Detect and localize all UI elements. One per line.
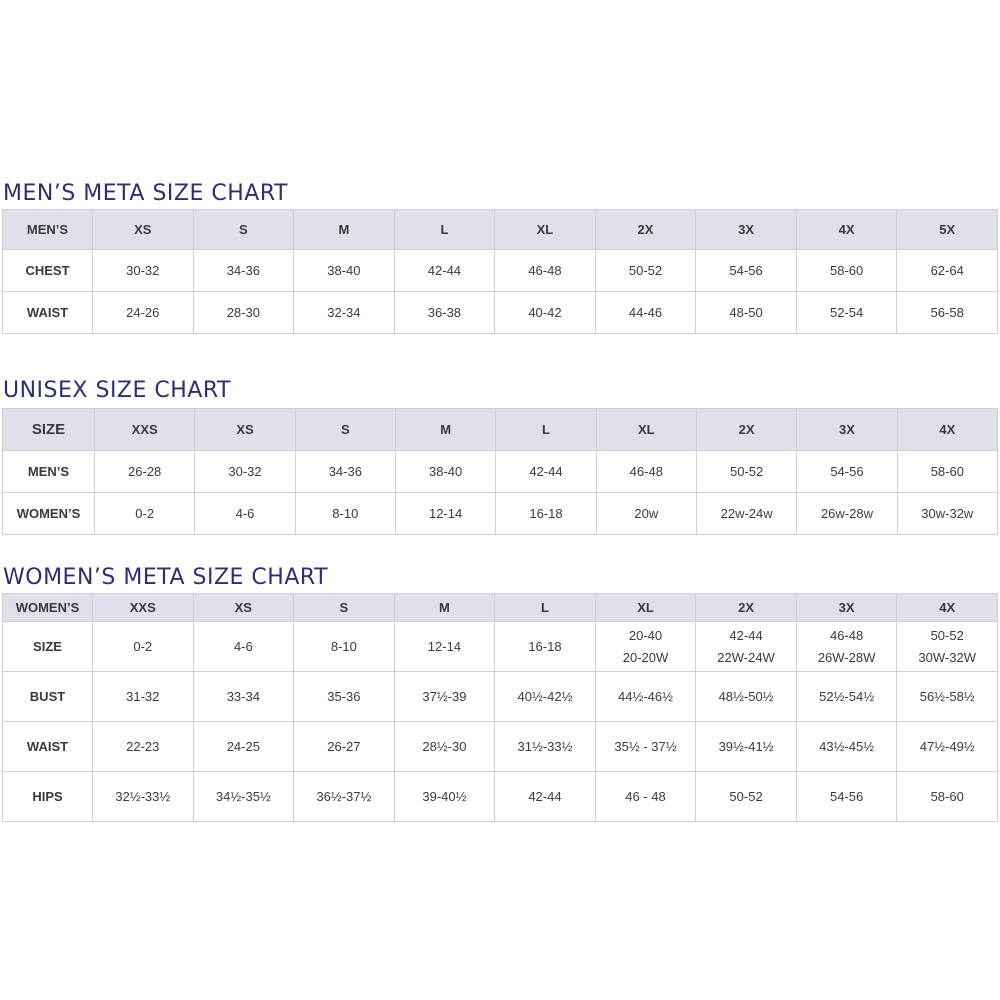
table-cell: 35-36	[294, 672, 395, 722]
table-cell: 40½-42½	[495, 672, 596, 722]
table-cell: 54-56	[797, 451, 897, 493]
header-cell: 2X	[595, 210, 696, 250]
header-cell: MEN’S	[3, 210, 93, 250]
table-cell: 44½-46½	[595, 672, 696, 722]
table-cell: 39-40½	[394, 772, 495, 822]
table-cell: 34-36	[193, 250, 294, 292]
table-cell: 54-56	[796, 772, 897, 822]
table-row	[3, 250, 998, 292]
cell-line: 12-14	[427, 638, 462, 654]
table-cell: 48½-50½	[696, 672, 797, 722]
table-cell: 58-60	[897, 772, 998, 822]
header-cell: 3X	[696, 210, 797, 250]
table-cell: 52½-54½	[796, 672, 897, 722]
table-cell: 24-26	[93, 292, 194, 334]
womens-size-table	[2, 593, 998, 822]
table-cell: 46 - 48	[595, 772, 696, 822]
header-cell: S	[295, 409, 395, 451]
table-cell: 44-46	[595, 292, 696, 334]
table-cell: 62-64	[897, 250, 998, 292]
header-cell: XS	[193, 594, 294, 622]
row-label: WOMEN’S	[3, 493, 95, 535]
mens-size-table	[2, 209, 998, 334]
row-label: MEN’S	[3, 451, 95, 493]
table-row	[3, 672, 998, 722]
table-header-row	[3, 210, 998, 250]
table-cell: 34-36	[295, 451, 395, 493]
table-cell: 50-52	[696, 772, 797, 822]
table-row	[3, 493, 998, 535]
table-cell: 46-48	[596, 451, 696, 493]
table-cell: 28-30	[193, 292, 294, 334]
table-cell: 31½-33½	[495, 722, 596, 772]
table-cell: 37½-39	[394, 672, 495, 722]
table-cell: 39½-41½	[696, 722, 797, 772]
table-cell: 35½ - 37½	[595, 722, 696, 772]
table-cell: 20w	[596, 493, 696, 535]
header-cell: SIZE	[3, 409, 95, 451]
header-cell: XS	[93, 210, 194, 250]
header-cell: XL	[495, 210, 596, 250]
header-cell: M	[395, 409, 495, 451]
header-cell: 3X	[796, 594, 897, 622]
row-label: SIZE	[3, 622, 93, 672]
table-cell	[193, 622, 294, 672]
table-cell: 50-52	[696, 451, 796, 493]
header-cell: 4X	[897, 594, 998, 622]
header-cell: M	[394, 594, 495, 622]
row-label: CHEST	[3, 250, 93, 292]
table-cell: 26w-28w	[797, 493, 897, 535]
unisex-chart-title: UNISEX SIZE CHART	[3, 378, 231, 403]
table-cell: 43½-45½	[796, 722, 897, 772]
table-cell: 34½-35½	[193, 772, 294, 822]
mens-chart-title: MEN’S META SIZE CHART	[3, 181, 288, 206]
table-cell: 58-60	[897, 451, 997, 493]
header-cell: L	[394, 210, 495, 250]
table-row	[3, 451, 998, 493]
header-cell: S	[193, 210, 294, 250]
row-label: BUST	[3, 672, 93, 722]
cell-line: 22W-24W	[717, 649, 775, 665]
table-cell: 30-32	[195, 451, 295, 493]
table-cell	[595, 622, 696, 672]
table-cell: 22w-24w	[696, 493, 796, 535]
table-cell: 42-44	[495, 772, 596, 822]
row-label: WAIST	[3, 722, 93, 772]
table-cell	[93, 622, 194, 672]
table-cell: 56-58	[897, 292, 998, 334]
table-cell: 8-10	[295, 493, 395, 535]
table-cell: 31-32	[93, 672, 194, 722]
cell-line: 20-20W	[622, 649, 669, 665]
table-cell: 58-60	[796, 250, 897, 292]
table-cell	[294, 622, 395, 672]
table-cell	[394, 622, 495, 672]
table-cell: 56½-58½	[897, 672, 998, 722]
header-cell: 2X	[696, 594, 797, 622]
table-row	[3, 722, 998, 772]
header-cell: L	[496, 409, 596, 451]
table-cell: 32½-33½	[93, 772, 194, 822]
header-cell: L	[495, 594, 596, 622]
table-cell: 26-27	[294, 722, 395, 772]
table-cell: 24-25	[193, 722, 294, 772]
table-cell: 38-40	[395, 451, 495, 493]
cell-line: 46-48	[829, 627, 864, 643]
table-cell: 46-48	[495, 250, 596, 292]
table-cell: 54-56	[696, 250, 797, 292]
table-cell: 30w-32w	[897, 493, 997, 535]
cell-line: 42-44	[729, 627, 763, 643]
table-cell: 42-44	[496, 451, 596, 493]
table-cell	[696, 622, 797, 672]
table-header-row	[3, 409, 998, 451]
table-cell: 32-34	[294, 292, 395, 334]
header-cell: 3X	[797, 409, 897, 451]
table-row	[3, 292, 998, 334]
cell-line: 8-10	[330, 638, 357, 654]
unisex-size-table	[2, 408, 998, 535]
table-cell: 42-44	[394, 250, 495, 292]
table-cell: 36-38	[394, 292, 495, 334]
header-cell: XXS	[93, 594, 194, 622]
header-cell: XXS	[95, 409, 195, 451]
table-cell: 47½-49½	[897, 722, 998, 772]
table-cell: 30-32	[93, 250, 194, 292]
header-cell: 5X	[897, 210, 998, 250]
table-cell	[796, 622, 897, 672]
table-cell: 28½-30	[394, 722, 495, 772]
header-cell: XS	[195, 409, 295, 451]
cell-line: 0-2	[133, 638, 153, 654]
table-cell	[495, 622, 596, 672]
table-cell: 40-42	[495, 292, 596, 334]
header-cell: S	[294, 594, 395, 622]
table-row	[3, 772, 998, 822]
cell-line: 20-40	[628, 627, 663, 643]
header-cell: 2X	[696, 409, 796, 451]
table-cell: 16-18	[496, 493, 596, 535]
cell-line: 30W-32W	[918, 649, 976, 665]
table-cell	[897, 622, 998, 672]
table-cell: 38-40	[294, 250, 395, 292]
header-cell: 4X	[897, 409, 997, 451]
header-cell: XL	[595, 594, 696, 622]
table-cell: 22-23	[93, 722, 194, 772]
header-cell: 4X	[796, 210, 897, 250]
header-cell: XL	[596, 409, 696, 451]
cell-line: 50-52	[930, 627, 964, 643]
table-cell: 36½-37½	[294, 772, 395, 822]
header-cell: M	[294, 210, 395, 250]
row-label: HIPS	[3, 772, 93, 822]
table-cell: 33-34	[193, 672, 294, 722]
table-cell: 50-52	[595, 250, 696, 292]
womens-chart-title: WOMEN’S META SIZE CHART	[3, 565, 329, 590]
table-row	[3, 622, 998, 672]
table-cell: 4-6	[195, 493, 295, 535]
table-cell: 26-28	[95, 451, 195, 493]
cell-line: 16-18	[528, 638, 562, 654]
table-header-row	[3, 594, 998, 622]
table-cell: 52-54	[796, 292, 897, 334]
header-cell: WOMEN’S	[3, 594, 93, 622]
row-label: WAIST	[3, 292, 93, 334]
cell-line: 4-6	[233, 638, 253, 654]
table-cell: 0-2	[95, 493, 195, 535]
table-cell: 48-50	[696, 292, 797, 334]
table-cell: 12-14	[395, 493, 495, 535]
cell-line: 26W-28W	[817, 649, 876, 665]
